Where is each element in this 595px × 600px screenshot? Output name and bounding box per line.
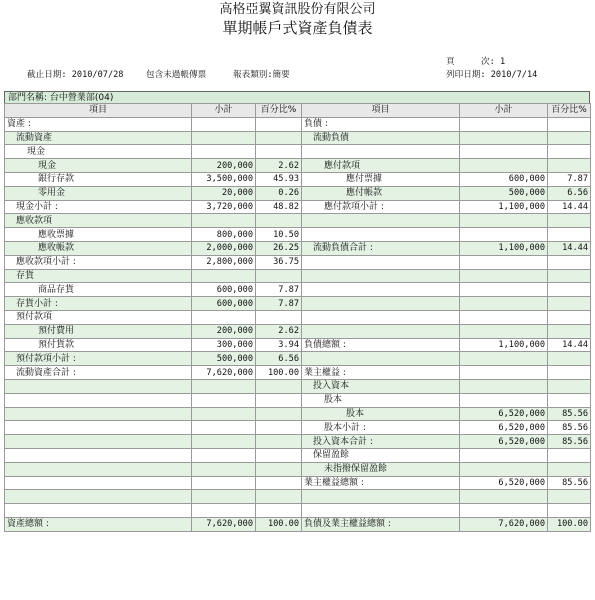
asset-subtotal <box>192 421 256 435</box>
asset-subtotal <box>192 393 256 407</box>
liability-subtotal <box>460 145 548 159</box>
asset-item-label <box>5 379 192 393</box>
table-row <box>5 379 591 393</box>
asset-subtotal: 20,000 <box>192 186 256 200</box>
liability-percent <box>548 117 591 131</box>
liability-item-label: 負債及業主權益總額 : <box>302 517 460 531</box>
liability-percent: 6.56 <box>548 186 591 200</box>
asset-item-label: 預付款項小計 : <box>5 352 192 366</box>
col-asset-item: 項目 <box>5 104 192 118</box>
liability-subtotal <box>460 366 548 380</box>
asset-subtotal: 2,000,000 <box>192 241 256 255</box>
page-label: 頁 <box>446 57 455 67</box>
asset-item-label <box>5 476 192 490</box>
liability-subtotal <box>460 448 548 462</box>
asset-item-label <box>5 407 192 421</box>
liability-item-label: 業主權益總額 : <box>302 476 460 490</box>
asset-item-label: 零用金 <box>5 186 192 200</box>
asset-percent <box>256 131 302 145</box>
asset-item-label: 銀行存款 <box>5 172 192 186</box>
liability-percent <box>548 462 591 476</box>
asset-percent: 3.94 <box>256 338 302 352</box>
asset-subtotal <box>192 379 256 393</box>
cutoff-date: 截止日期: 2010/07/28 <box>27 70 124 80</box>
liability-item-label: 股本 <box>302 407 460 421</box>
liability-subtotal <box>460 324 548 338</box>
liability-subtotal: 6,520,000 <box>460 435 548 449</box>
asset-percent <box>256 421 302 435</box>
liability-subtotal: 500,000 <box>460 186 548 200</box>
liability-item-label: 保留盈餘 <box>302 448 460 462</box>
liability-subtotal <box>460 297 548 311</box>
liability-percent: 85.56 <box>548 407 591 421</box>
table-row <box>5 517 591 531</box>
asset-subtotal <box>192 214 256 228</box>
liability-item-label: 投入資本合計 : <box>302 435 460 449</box>
company-name: 高格亞翼資訊股份有限公司 <box>219 2 376 17</box>
table-row <box>5 214 591 228</box>
liability-percent <box>548 324 591 338</box>
asset-item-label: 商品存貨 <box>5 283 192 297</box>
asset-percent: 45.93 <box>256 172 302 186</box>
asset-subtotal: 200,000 <box>192 324 256 338</box>
asset-item-label: 預付款項 <box>5 310 192 324</box>
liability-percent <box>548 131 591 145</box>
asset-subtotal <box>192 504 256 518</box>
liability-item-label <box>302 255 460 269</box>
liability-item-label: 應付票據 <box>302 172 460 186</box>
liability-item-label: 流動負債合計 : <box>302 241 460 255</box>
col-liab-percent: 百分比% <box>548 104 591 118</box>
asset-percent <box>256 462 302 476</box>
liability-percent <box>548 490 591 504</box>
table-row <box>5 352 591 366</box>
asset-percent <box>256 407 302 421</box>
liability-subtotal: 6,520,000 <box>460 421 548 435</box>
asset-item-label <box>5 490 192 504</box>
liability-subtotal <box>460 393 548 407</box>
liability-item-label <box>302 324 460 338</box>
asset-percent <box>256 214 302 228</box>
liability-subtotal <box>460 462 548 476</box>
table-row <box>5 241 591 255</box>
asset-item-label: 資產 : <box>5 117 192 131</box>
table-row <box>5 117 591 131</box>
asset-subtotal: 600,000 <box>192 283 256 297</box>
liability-subtotal: 1,100,000 <box>460 338 548 352</box>
report-type: 報表類別:簡要 <box>233 70 290 80</box>
asset-percent <box>256 490 302 504</box>
table-row <box>5 228 591 242</box>
asset-percent <box>256 476 302 490</box>
asset-subtotal <box>192 269 256 283</box>
asset-subtotal <box>192 435 256 449</box>
asset-item-label: 應收帳款 <box>5 241 192 255</box>
liability-item-label: 股本 <box>302 393 460 407</box>
liability-subtotal <box>460 283 548 297</box>
asset-item-label <box>5 504 192 518</box>
liability-percent <box>548 297 591 311</box>
liability-item-label <box>302 214 460 228</box>
table-row <box>5 159 591 173</box>
asset-item-label: 預付貨款 <box>5 338 192 352</box>
liability-subtotal: 6,520,000 <box>460 476 548 490</box>
asset-subtotal: 7,620,000 <box>192 517 256 531</box>
asset-subtotal <box>192 490 256 504</box>
liability-percent: 14.44 <box>548 200 591 214</box>
page-number: 次: 1 <box>481 57 506 67</box>
asset-subtotal: 3,720,000 <box>192 200 256 214</box>
liability-subtotal <box>460 214 548 228</box>
table-row <box>5 297 591 311</box>
liability-item-label: 流動負債 <box>302 131 460 145</box>
table-row <box>5 269 591 283</box>
liability-item-label <box>302 490 460 504</box>
table-row <box>5 200 591 214</box>
balance-sheet-table <box>4 103 591 532</box>
asset-percent: 7.87 <box>256 283 302 297</box>
asset-percent: 100.00 <box>256 366 302 380</box>
asset-item-label <box>5 421 192 435</box>
asset-subtotal <box>192 462 256 476</box>
liability-percent <box>548 504 591 518</box>
table-row <box>5 310 591 324</box>
table-row <box>5 366 591 380</box>
asset-item-label: 現金 <box>5 159 192 173</box>
table-row <box>5 324 591 338</box>
asset-percent <box>256 379 302 393</box>
liability-percent <box>548 352 591 366</box>
table-row <box>5 448 591 462</box>
department-name: 部門名稱: 台中營業部(04) <box>4 91 590 103</box>
asset-subtotal: 600,000 <box>192 297 256 311</box>
col-asset-subtotal: 小計 <box>192 104 256 118</box>
liability-item-label: 業主權益 : <box>302 366 460 380</box>
liability-item-label <box>302 310 460 324</box>
liability-percent <box>548 310 591 324</box>
asset-percent: 2.62 <box>256 159 302 173</box>
liability-item-label <box>302 145 460 159</box>
print-date: 列印日期: 2010/7/14 <box>446 70 538 80</box>
table-row <box>5 407 591 421</box>
col-liab-item: 項目 <box>302 104 460 118</box>
liability-percent <box>548 366 591 380</box>
asset-item-label: 資產總額 : <box>5 517 192 531</box>
asset-subtotal: 3,500,000 <box>192 172 256 186</box>
asset-subtotal: 2,800,000 <box>192 255 256 269</box>
liability-subtotal <box>460 255 548 269</box>
asset-subtotal <box>192 448 256 462</box>
asset-subtotal: 7,620,000 <box>192 366 256 380</box>
asset-subtotal <box>192 407 256 421</box>
liability-percent: 85.56 <box>548 476 591 490</box>
liability-subtotal <box>460 352 548 366</box>
asset-item-label: 流動資產 <box>5 131 192 145</box>
liability-subtotal <box>460 159 548 173</box>
liability-subtotal: 7,620,000 <box>460 517 548 531</box>
liability-item-label: 投入資本 <box>302 379 460 393</box>
asset-item-label <box>5 448 192 462</box>
asset-subtotal <box>192 310 256 324</box>
table-row <box>5 172 591 186</box>
liability-item-label: 未指撥保留盈餘 <box>302 462 460 476</box>
liability-item-label <box>302 352 460 366</box>
asset-item-label: 現金 <box>5 145 192 159</box>
asset-subtotal <box>192 131 256 145</box>
asset-percent: 48.82 <box>256 200 302 214</box>
liability-subtotal <box>460 490 548 504</box>
liability-percent: 14.44 <box>548 338 591 352</box>
table-row <box>5 476 591 490</box>
report-title: 單期帳戶式資產負債表 <box>222 19 373 37</box>
asset-subtotal <box>192 117 256 131</box>
asset-item-label: 預付費用 <box>5 324 192 338</box>
table-row <box>5 131 591 145</box>
liability-subtotal <box>460 228 548 242</box>
asset-subtotal <box>192 476 256 490</box>
liability-subtotal: 600,000 <box>460 172 548 186</box>
asset-percent <box>256 117 302 131</box>
asset-item-label: 應收票據 <box>5 228 192 242</box>
liability-percent: 7.87 <box>548 172 591 186</box>
asset-percent <box>256 310 302 324</box>
table-row <box>5 462 591 476</box>
liability-subtotal <box>460 269 548 283</box>
liability-item-label: 應付帳款 <box>302 186 460 200</box>
liability-item-label: 應付款項小計 : <box>302 200 460 214</box>
liability-item-label <box>302 504 460 518</box>
liability-percent <box>548 393 591 407</box>
asset-percent: 36.75 <box>256 255 302 269</box>
liability-item-label: 負債總額 : <box>302 338 460 352</box>
asset-item-label <box>5 462 192 476</box>
asset-percent: 0.26 <box>256 186 302 200</box>
asset-percent: 10.50 <box>256 228 302 242</box>
asset-percent <box>256 269 302 283</box>
col-asset-percent: 百分比% <box>256 104 302 118</box>
asset-percent: 2.62 <box>256 324 302 338</box>
liability-item-label <box>302 283 460 297</box>
liability-percent: 100.00 <box>548 517 591 531</box>
liability-subtotal: 6,520,000 <box>460 407 548 421</box>
liability-subtotal: 1,100,000 <box>460 200 548 214</box>
col-liab-subtotal: 小計 <box>460 104 548 118</box>
liability-percent <box>548 255 591 269</box>
liability-item-label: 應付款項 <box>302 159 460 173</box>
table-row <box>5 393 591 407</box>
table-row <box>5 421 591 435</box>
asset-percent <box>256 435 302 449</box>
liability-subtotal <box>460 504 548 518</box>
liability-item-label: 負債 : <box>302 117 460 131</box>
liability-subtotal <box>460 379 548 393</box>
asset-item-label: 應收款項小計 : <box>5 255 192 269</box>
liability-subtotal <box>460 131 548 145</box>
asset-percent: 100.00 <box>256 517 302 531</box>
table-row <box>5 145 591 159</box>
asset-item-label: 現金小計 : <box>5 200 192 214</box>
liability-percent <box>548 448 591 462</box>
asset-subtotal: 200,000 <box>192 159 256 173</box>
asset-item-label: 存貨小計 : <box>5 297 192 311</box>
liability-percent <box>548 228 591 242</box>
asset-percent <box>256 145 302 159</box>
liability-percent <box>548 269 591 283</box>
table-row <box>5 186 591 200</box>
asset-subtotal: 800,000 <box>192 228 256 242</box>
asset-percent <box>256 393 302 407</box>
liability-percent: 85.56 <box>548 421 591 435</box>
liability-percent <box>548 379 591 393</box>
asset-item-label: 流動資產合計 : <box>5 366 192 380</box>
table-row <box>5 435 591 449</box>
table-row <box>5 283 591 297</box>
asset-percent <box>256 448 302 462</box>
asset-subtotal: 300,000 <box>192 338 256 352</box>
liability-percent <box>548 283 591 297</box>
asset-subtotal <box>192 145 256 159</box>
liability-subtotal: 1,100,000 <box>460 241 548 255</box>
liability-percent <box>548 214 591 228</box>
liability-item-label <box>302 228 460 242</box>
liability-item-label <box>302 269 460 283</box>
include-unposted-note: 包含未過帳傳票 <box>146 70 207 80</box>
asset-percent: 7.87 <box>256 297 302 311</box>
table-row <box>5 490 591 504</box>
table-row <box>5 255 591 269</box>
asset-percent: 26.25 <box>256 241 302 255</box>
table-header-row <box>5 104 591 118</box>
asset-percent: 6.56 <box>256 352 302 366</box>
liability-percent: 14.44 <box>548 241 591 255</box>
liability-item-label: 股本小計 : <box>302 421 460 435</box>
liability-percent <box>548 145 591 159</box>
asset-item-label <box>5 435 192 449</box>
asset-item-label: 應收款項 <box>5 214 192 228</box>
liability-subtotal <box>460 310 548 324</box>
asset-item-label: 存貨 <box>5 269 192 283</box>
table-row <box>5 338 591 352</box>
liability-subtotal <box>460 117 548 131</box>
asset-percent <box>256 504 302 518</box>
liability-item-label <box>302 297 460 311</box>
liability-percent: 85.56 <box>548 435 591 449</box>
asset-subtotal: 500,000 <box>192 352 256 366</box>
asset-item-label <box>5 393 192 407</box>
liability-percent <box>548 159 591 173</box>
table-row <box>5 504 591 518</box>
